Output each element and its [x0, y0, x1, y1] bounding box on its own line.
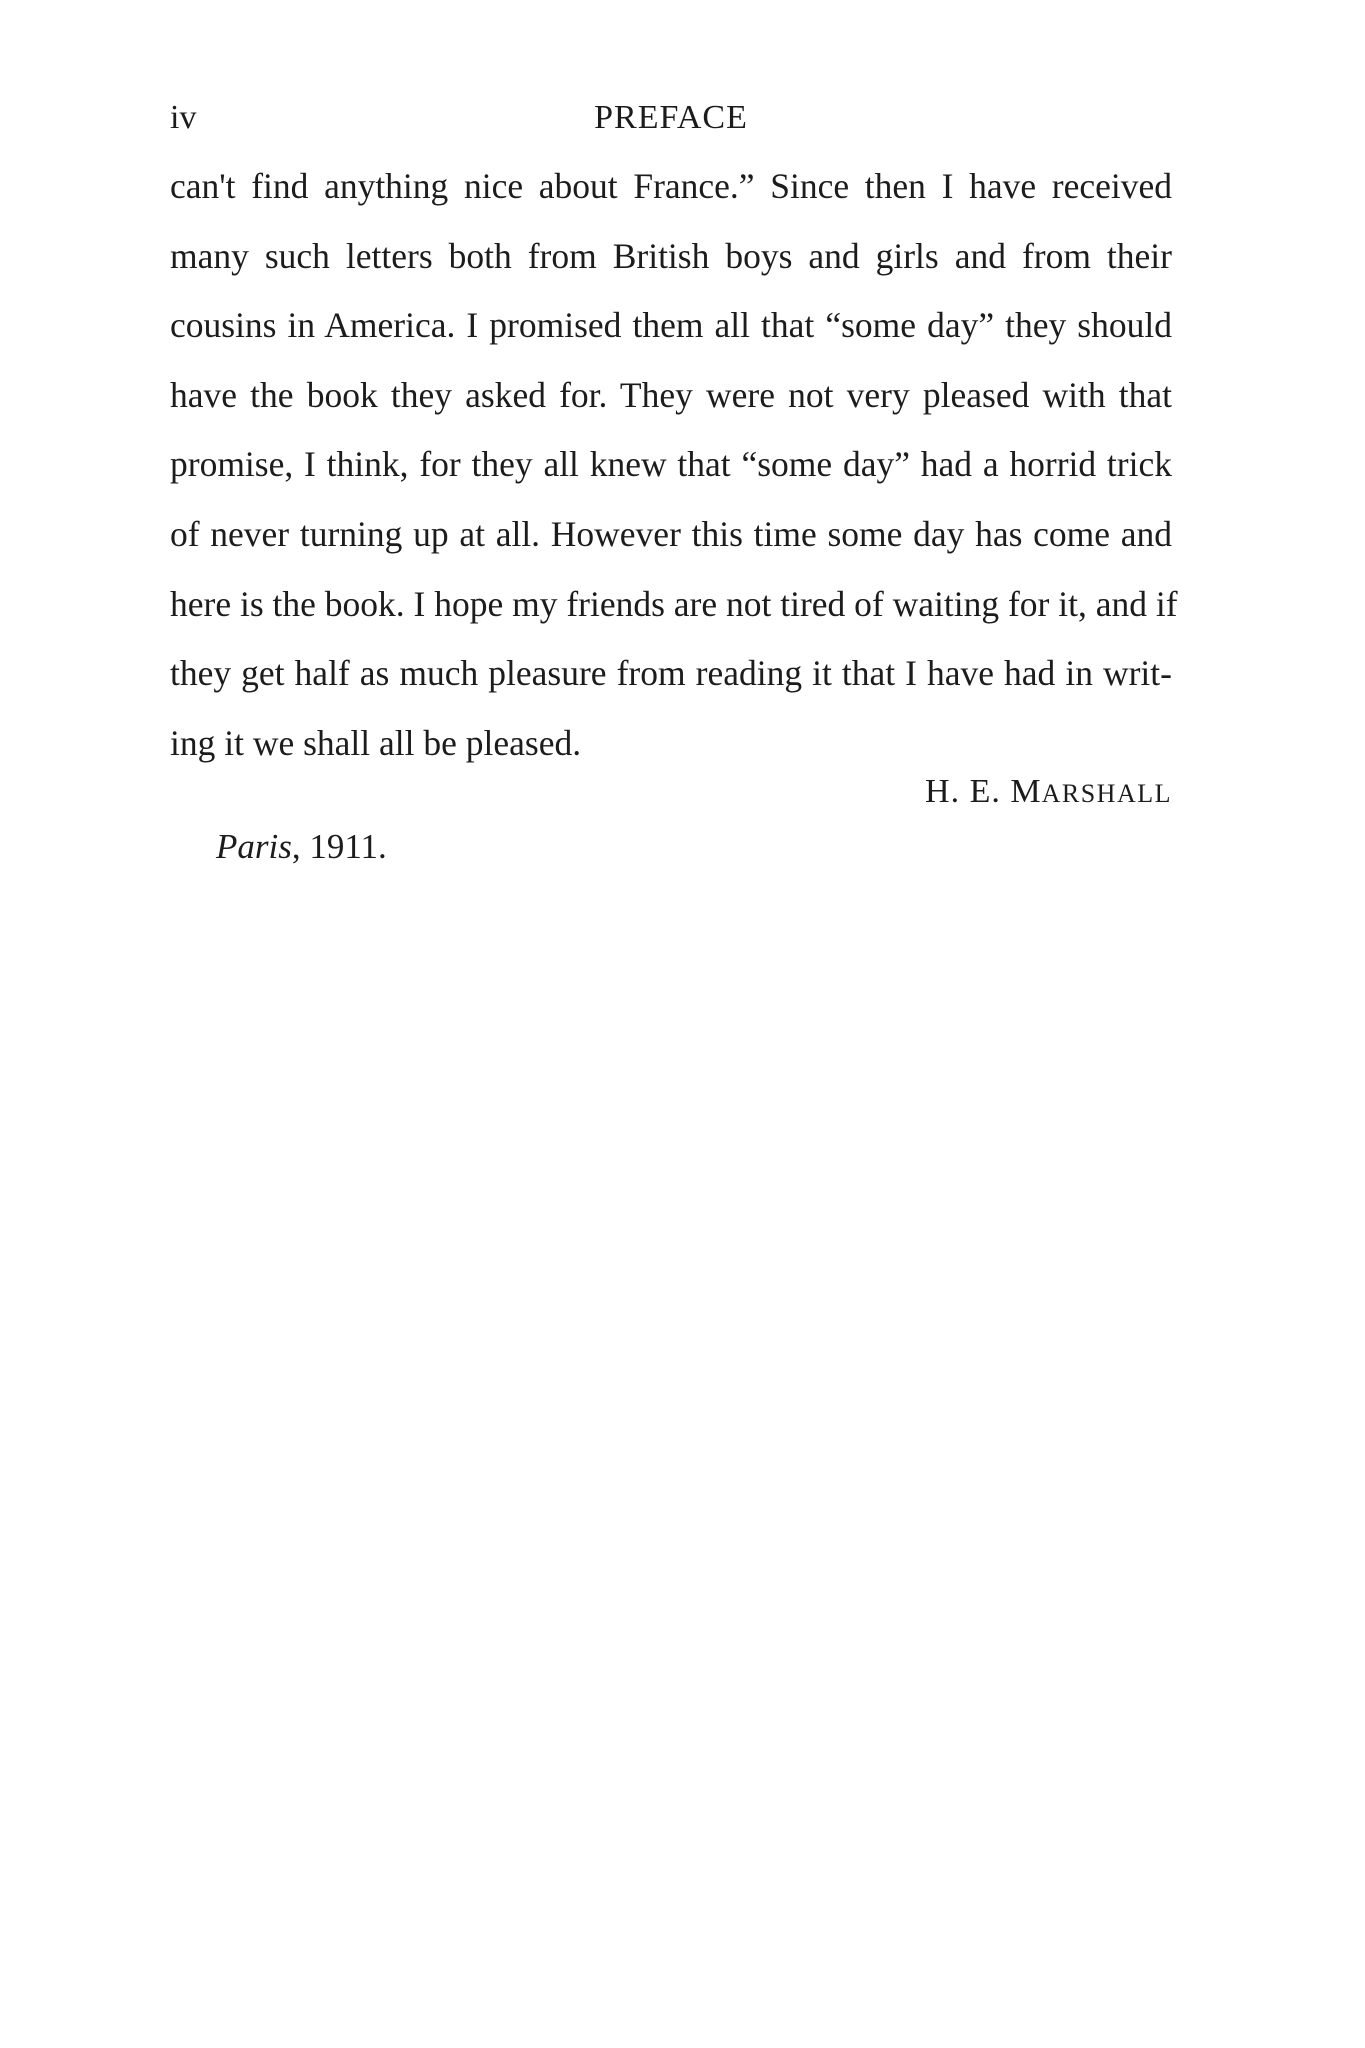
running-head [170, 96, 1172, 140]
dateline-place: Paris [216, 827, 292, 866]
signature-initials: H. E. M [925, 773, 1042, 810]
text-line: promise, I think, for they all knew that “some day” had a horrid trick [170, 444, 1172, 485]
text-line: ing it we shall all be pleased. [170, 722, 582, 763]
running-title: PREFACE [594, 99, 748, 136]
author-signature [925, 770, 1172, 816]
page-number: iv [170, 99, 197, 136]
preface-paragraph [170, 152, 1178, 778]
text-line: many such letters both from British boys and girls and from their [170, 235, 1172, 276]
text-line: here is the book. I hope my friends are not tired of waiting for it, and if [170, 583, 1178, 624]
text-line: of never turning up at all. However this time some day has come and [170, 513, 1172, 554]
text-line: they get half as much pleasure from reading it that I have had in writ- [170, 653, 1172, 694]
text-line: cousins in America. I promised them all that “some day” they should [170, 305, 1172, 346]
dateline-year: , 1911. [291, 827, 387, 866]
dateline [216, 824, 387, 870]
text-line: can't find anything nice about France.” Since then I have received [170, 166, 1172, 206]
text-line: have the book they asked for. They were not very pleased with that [170, 374, 1172, 415]
signature-surname-smallcaps: ARSHALL [1041, 779, 1172, 808]
